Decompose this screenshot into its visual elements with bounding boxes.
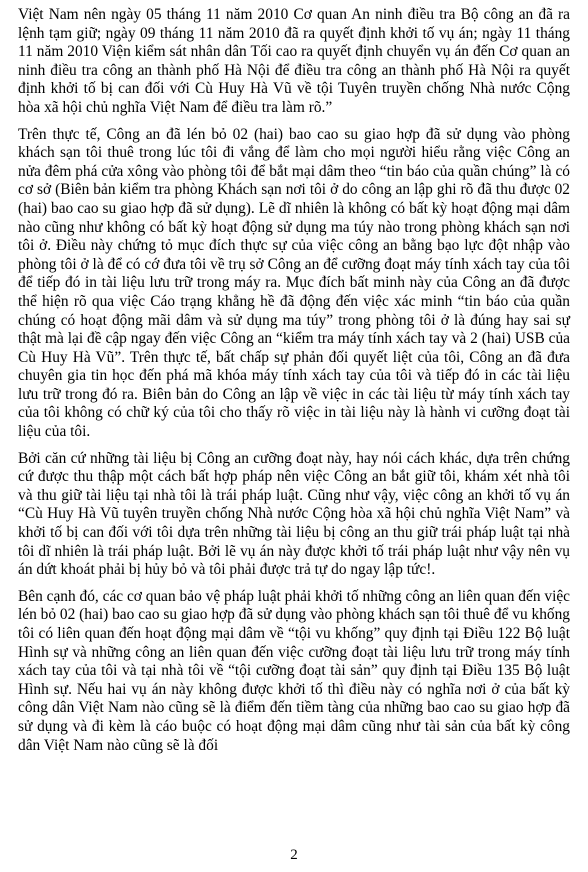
- paragraph-2: Trên thực tế, Công an đã lén bỏ 02 (hai) bao cao su giao hợp đã sử dụng vào phòng khách sạn tôi thuê trong lúc tôi đi vắng để làm cho mọi người hiểu rằng việc Công an nửa đêm phá cửa xông vào phòng tôi để bắt mại dâm theo “tin báo của quần chúng” là có cơ sở (Biên bản kiểm tra phòng Khách sạn nơi tôi ở do công an lập ghi rõ đã thu được 02 (hai) bao cao su giao hợp đã sử dụng). Lẽ dĩ nhiên là không có bất kỳ hoạt động mại dâm nào cũng như không có bất kỳ hoạt động sử dụng ma túy nào trong phòng khách sạn nơi tôi ở. Điều này chứng tỏ mục đích thực sự của việc công an bằng bạo lực đột nhập vào phòng tôi ở là để có cớ đưa tôi về trụ sở Công an để cưỡng đoạt máy tính xách tay của tôi để tiếp đó in tài liệu lưu trữ trong máy ra. Mục đích bất minh này của Công an đã được thể hiện rõ qua việc Cáo trạng khẳng hề đã động đến việc xác minh “tin báo của quần chúng có hoạt động mãi dâm và sử dụng ma túy” trong phòng tôi ở là đúng hay sai sự thật mà lại đề cập ngay đến việc Công an “kiểm tra máy tính xách tay và 2 (hai) USB của Cù Huy Hà Vũ”. Trên thực tế, bất chấp sự phản đối quyết liệt của tôi, Công an đã đưa chuyên gia tin học đến phá mã khóa máy tính xách tay của tôi và tiếp đó in các tài liệu lưu trữ trong đó ra. Biên bản do Công an lập về việc in các tài liệu từ máy tính xách tay của tôi không có chữ ký của tôi cho thấy rõ việc in tài liệu này là hành vi cưỡng đoạt tài liệu của tôi.: [18, 125, 570, 441]
- paragraph-3: Bởi căn cứ những tài liệu bị Công an cưỡng đoạt này, hay nói cách khác, dựa trên chứng cứ được thu thập một cách bất hợp pháp nên việc Công an bắt giữ tôi, khám xét nhà tôi và thu giữ tài liệu tại nhà tôi là trái pháp luật. Cũng như vậy, việc công an khởi tố vụ án “Cù Huy Hà Vũ tuyên truyền chống Nhà nước Cộng hòa xã hội chủ nghĩa Việt Nam” và khởi tố bị can đối với tôi dựa trên những tài liệu bị công an thu giữ trái pháp luật tại nhà tôi dĩ nhiên là trái pháp luật. Bởi lẽ vụ án này được khởi tố trái pháp luật như vậy nên vụ án dứt khoát phải bị hủy bỏ và tôi phải được trả tự do ngay lập tức!.: [18, 449, 570, 579]
- paragraph-1: Việt Nam nên ngày 05 tháng 11 năm 2010 Cơ quan An ninh điều tra Bộ công an đã ra lệnh tạm giữ; ngày 09 tháng 11 năm 2010 đã ra quyết định khởi tố vụ án; ngày 11 tháng 11 năm 2010 Viện kiểm sát nhân dân Tối cao ra quyết định chuyển vụ án đến Cơ quan an ninh điều tra công an thành phố Hà Nội để điều tra công an thành phố Hà Nội ra quyết định khởi tố bị can đối với Cù Huy Hà Vũ về tội Tuyên truyền chống Nhà nước Cộng hòa xã hội chủ nghĩa Việt Nam để điều tra làm rõ.”: [18, 6, 570, 116]
- document-page: [18, 6, 570, 763]
- page-number: 2: [290, 847, 298, 863]
- paragraph-4: Bên cạnh đó, các cơ quan bảo vệ pháp luật phải khởi tố những công an liên quan đến việc lén bỏ 02 (hai) bao cao su giao hợp đã sử dụng vào phòng khách sạn tôi thuê để vu khống tôi có liên quan đến hoạt động mại dâm về “tội vu khống” quy định tại Điều 122 Bộ luật Hình sự và những công an liên quan đến việc cưỡng đoạt tài liệu lưu trữ trong máy tính xách tay của tôi và tại nhà tôi về “tội cưỡng đoạt tài sản” quy định tại Điều 135 Bộ luật Hình sự. Nếu hai vụ án này không được khởi tố thì điều này có nghĩa nơi ở của bất kỳ công dân Việt Nam nào cũng sẽ là điểm đến tiềm tàng của những bao cao su giao hợp đã sử dụng và đi kèm là cáo buộc có hoạt động mại dâm cũng như tài sản của bất kỳ công dân Việt Nam nào cũng sẽ là đối: [18, 587, 571, 754]
